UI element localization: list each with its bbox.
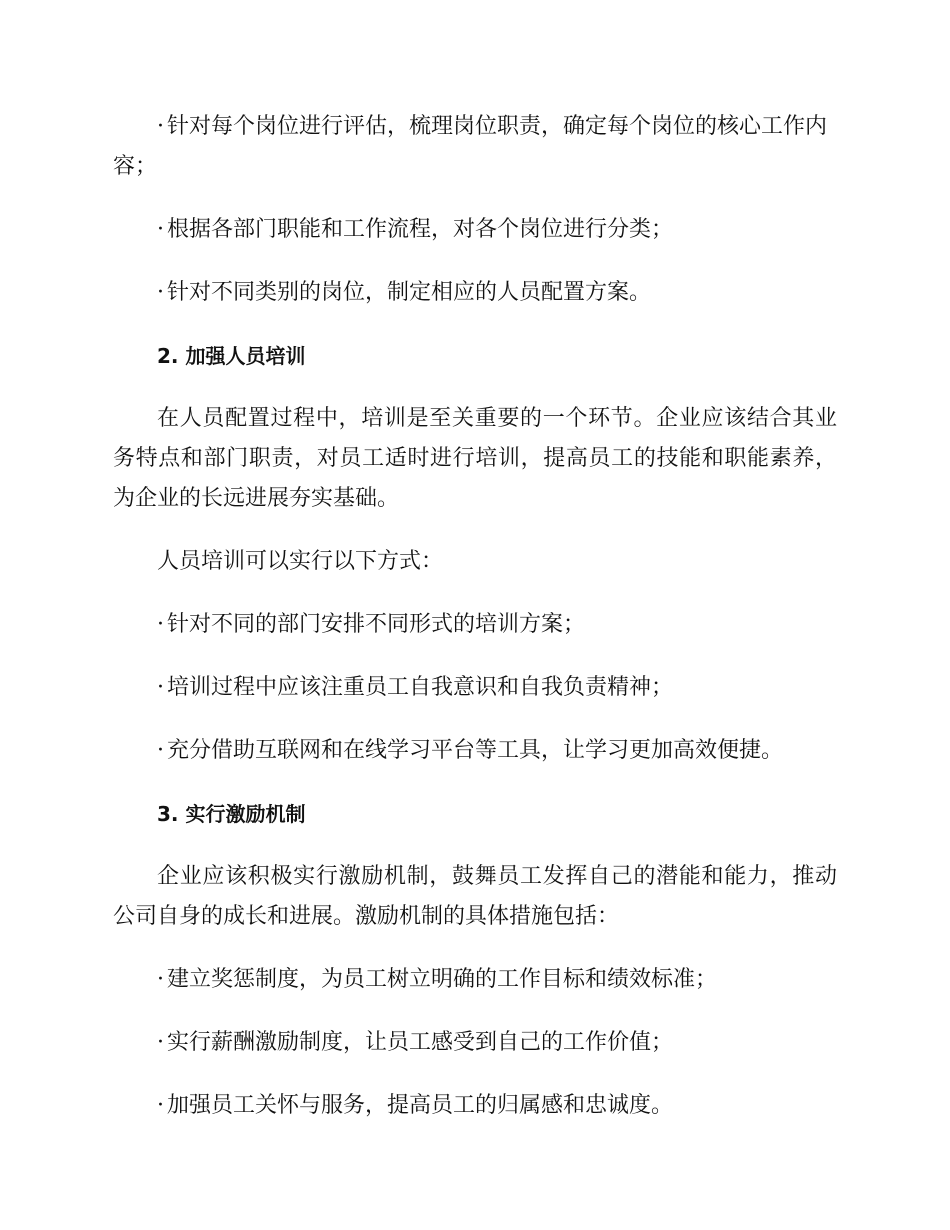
bullet-text: 培训过程中应该注重员工自我意识和自我负责精神； bbox=[167, 675, 674, 700]
bullet-text: 加强员工关怀与服务，提高员工的归属感和忠诚度。 bbox=[167, 1093, 674, 1118]
bullet-item bbox=[113, 1086, 837, 1126]
bullet-marker: · bbox=[157, 114, 164, 139]
bullet-item bbox=[113, 605, 837, 645]
bullet-text: 建立奖惩制度，为员工树立明确的工作目标和绩效标准； bbox=[167, 967, 718, 992]
bullet-marker: · bbox=[157, 675, 164, 700]
bullet-marker: · bbox=[157, 1030, 164, 1055]
bullet-marker: · bbox=[157, 217, 164, 242]
bullet-text: 针对不同的部门安排不同形式的培训方案； bbox=[167, 612, 586, 637]
bullet-text: 针对不同类别的岗位，制定相应的人员配置方案。 bbox=[167, 280, 652, 305]
bullet-marker: · bbox=[157, 280, 164, 305]
paragraph: 人员培训可以实行以下方式： bbox=[157, 549, 444, 574]
bullet-text: 实行薪酬激励制度，让员工感受到自己的工作价值； bbox=[167, 1030, 674, 1055]
bullet-marker: · bbox=[157, 612, 164, 637]
paragraph: 在人员配置过程中，培训是至关重要的一个环节。企业应该结合其业务特点和部门职责，对员工适时进行培训，提高员工的技能和职能素养，为企业的长远进展夯实基础。 bbox=[113, 406, 837, 511]
section-heading: 3. 实行激励机制 bbox=[157, 802, 306, 826]
bullet-marker: · bbox=[157, 738, 164, 763]
section-heading: 2. 加强人员培训 bbox=[157, 344, 306, 368]
bullet-item bbox=[113, 273, 837, 313]
bullet-marker: · bbox=[157, 967, 164, 992]
document-body bbox=[113, 107, 837, 1149]
bullet-item bbox=[113, 107, 837, 187]
bullet-text: 根据各部门职能和工作流程，对各个岗位进行分类； bbox=[167, 217, 674, 242]
bullet-marker: · bbox=[157, 1093, 164, 1118]
bullet-text: 充分借助互联网和在线学习平台等工具，让学习更加高效便捷。 bbox=[167, 738, 784, 763]
bullet-item bbox=[113, 731, 837, 771]
paragraph: 企业应该积极实行激励机制，鼓舞员工发挥自己的潜能和能力，推动公司自身的成长和进展。激励机制的具体措施包括： bbox=[113, 864, 837, 929]
bullet-item bbox=[113, 1023, 837, 1063]
bullet-item bbox=[113, 960, 837, 1000]
bullet-item bbox=[113, 210, 837, 250]
bullet-item bbox=[113, 668, 837, 708]
bullet-text: 针对每个岗位进行评估，梳理岗位职责，确定每个岗位的核心工作内容； bbox=[113, 114, 828, 179]
